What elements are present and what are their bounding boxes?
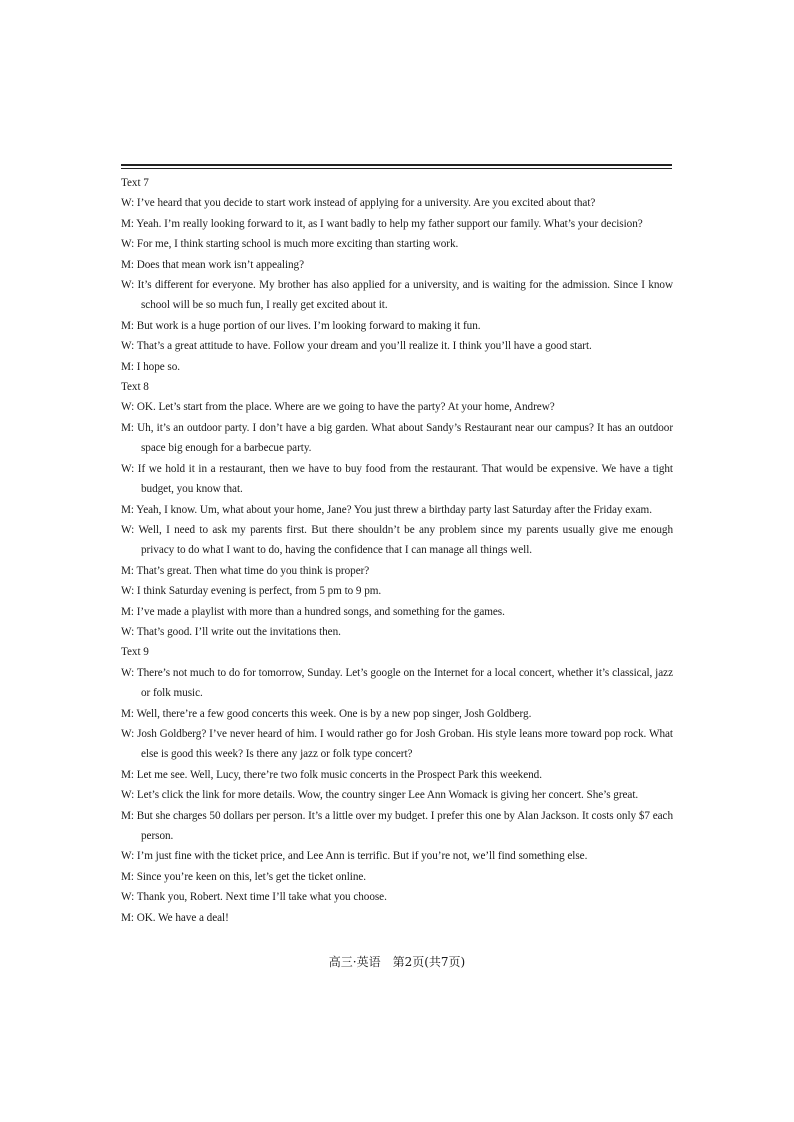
dialogue-line: W: I’m just fine with the ticket price, and Lee Ann is terrific. But if you’re not, we’ll find something else.	[121, 850, 588, 863]
dialogue-line: M: Yeah, I know. Um, what about your home, Jane? You just threw a birthday party last Saturday after the Friday exam.	[121, 503, 652, 516]
dialogue-line: W: For me, I think starting school is much more exciting than starting work.	[121, 238, 459, 251]
dialogue-line: W: Well, I need to ask my parents first. But there shouldn’t be any problem since my parents usually give me enough privacy to do what I want to do, having the confidence that I can manage all things well.	[121, 523, 673, 557]
transcript-content	[121, 173, 673, 928]
dialogue-line: M: I hope so.	[121, 360, 181, 373]
dialogue-line: M: But work is a huge portion of our lives. I’m looking forward to making it fun.	[121, 319, 481, 332]
dialogue-line: M: That’s great. Then what time do you think is proper?	[121, 564, 370, 577]
header-rule	[121, 164, 672, 168]
dialogue-line: M: OK. We have a deal!	[121, 911, 229, 924]
dialogue-line: M: But she charges 50 dollars per person. It’s a little over my budget. I prefer this one by Alan Jackson. It costs only $7 each person.	[121, 809, 673, 842]
section-heading: Text 7	[121, 177, 149, 189]
section-heading: Text 8	[121, 381, 149, 394]
page-footer: 高三·英语 第2页(共7页)	[328, 955, 466, 969]
section-heading: Text 9	[121, 646, 149, 659]
dialogue-line: W: There’s not much to do for tomorrow, Sunday. Let’s google on the Internet for a local concert, whether it’s classical, jazz or folk music.	[121, 666, 673, 700]
dialogue-line: W: That’s a great attitude to have. Follow your dream and you’ll realize it. I think you’ll have a good start.	[121, 340, 592, 353]
dialogue-line: W: It’s different for everyone. My brother has also applied for a university, and is waiting for the admission. Since I know school will be so much fun, I really get excited about it.	[121, 279, 673, 312]
dialogue-line: W: Let’s click the link for more details. Wow, the country singer Lee Ann Womack is giving her concert. She’s great.	[121, 789, 639, 802]
dialogue-line: W: Thank you, Robert. Next time I’ll take what you choose.	[121, 891, 387, 904]
dialogue-line: M: I’ve made a playlist with more than a hundred songs, and something for the games.	[121, 605, 505, 618]
dialogue-line: W: I think Saturday evening is perfect, from 5 pm to 9 pm.	[121, 585, 382, 598]
dialogue-line: W: OK. Let’s start from the place. Where are we going to have the party? At your home, Andrew?	[121, 401, 555, 414]
dialogue-line: W: If we hold it in a restaurant, then we have to buy food from the restaurant. That would be expensive. We have a tight budget, you know that.	[121, 462, 673, 496]
dialogue-line: M: Since you’re keen on this, let’s get the ticket online.	[121, 870, 367, 883]
dialogue-line: M: Uh, it’s an outdoor party. I don’t have a big garden. What about Sandy’s Restaurant near our campus? It has an outdoor space big enough for a barbecue party.	[121, 421, 673, 455]
dialogue-line: M: Yeah. I’m really looking forward to it, as I want badly to help my father support our family. What’s your decision?	[121, 217, 643, 230]
dialogue-line: W: That’s good. I’ll write out the invitations then.	[121, 625, 341, 638]
dialogue-line: M: Well, there’re a few good concerts this week. One is by a new pop singer, Josh Goldberg.	[121, 707, 532, 720]
dialogue-line: M: Let me see. Well, Lucy, there’re two folk music concerts in the Prospect Park this weekend.	[121, 768, 542, 781]
text-section	[121, 642, 673, 928]
dialogue-line: W: I’ve heard that you decide to start work instead of applying for a university. Are you excited about that?	[121, 197, 596, 210]
text-section	[121, 173, 673, 377]
dialogue-line: M: Does that mean work isn’t appealing?	[121, 258, 305, 271]
dialogue-line: W: Josh Goldberg? I’ve never heard of him. I would rather go for Josh Groban. His style leans more toward pop rock. What else is good this week? Is there any jazz or folk type concert?	[121, 727, 673, 761]
text-section	[121, 377, 673, 642]
